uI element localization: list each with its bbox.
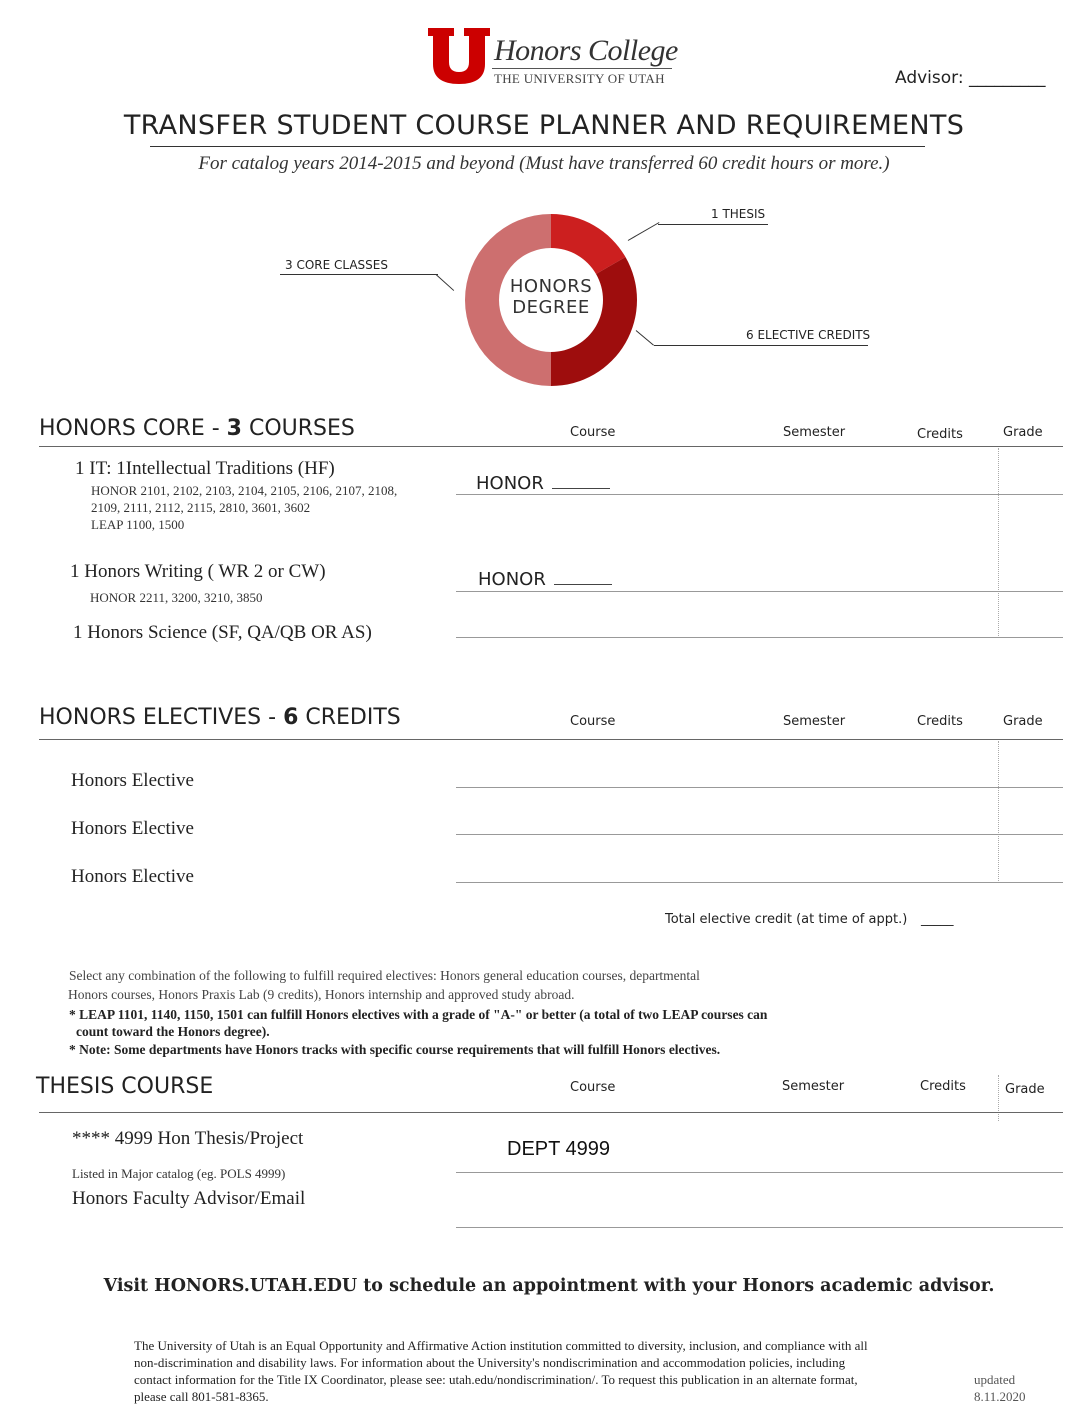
electives-col-credits: Credits [917,714,963,729]
chart-label-electives: 6 ELECTIVE CREDITS [746,328,871,342]
elective-row-2-rule[interactable] [456,834,1063,835]
leap-note-2: count toward the Honors degree). [76,1024,270,1039]
eeo-statement [134,1337,954,1405]
core-col-course: Course [570,425,616,440]
core-course-input-2[interactable] [478,569,612,590]
university-u-logo-icon [428,28,490,84]
elective-item-1: Honors Elective [71,770,194,791]
page-subtitle: For catalog years 2014-2015 and beyond (Must have transferred 60 credit hours or more.) [198,153,890,174]
electives-col-grade: Grade [1003,714,1043,729]
thesis-item-label: **** 4999 Hon Thesis/Project [72,1128,304,1149]
core-grade-divider [998,448,999,638]
total-elective-credit-label: Total elective credit (at time of appt.) [665,912,908,927]
thesis-header-rule [39,1112,1063,1113]
core-row-1-rule [456,494,1063,495]
advisor-field: Advisor: _________ [895,68,1046,88]
core-col-credits: Credits [917,427,963,442]
course-number-blank[interactable] [552,475,610,489]
core-item-honors-science: 1 Honors Science (SF, QA/QB OR AS) [73,622,372,643]
elective-item-2: Honors Elective [71,818,194,839]
core-item-1-detail-3: LEAP 1100, 1500 [91,517,185,532]
core-item-intellectual-traditions: 1 IT: 1Intellectual Traditions (HF) [75,458,335,479]
core-header-rule [39,446,1063,447]
electives-note-1: Select any combination of the following to fulfill required electives: Honors general education courses, departmental [69,968,700,983]
logo-title: Honors College [494,34,678,67]
honors-college-logo [428,28,678,90]
thesis-row-2-rule[interactable] [456,1227,1063,1228]
course-prefix: HONOR [478,569,546,590]
updated-value: 8.11.2020 [974,1389,1026,1404]
title-divider [150,146,925,147]
core-course-input-1[interactable] [476,473,610,494]
eeo-line-2: non-discrimination and disability laws. For information about the University's nondiscrimination and accommodation policies, including [134,1355,846,1370]
chart-label-core: 3 CORE CLASSES [285,258,388,272]
visit-honors-message: Visit HONORS.UTAH.EDU to schedule an appointment with your Honors academic advisor. [103,1276,995,1296]
leader-line-thesis [658,224,768,225]
core-item-honors-writing: 1 Honors Writing ( WR 2 or CW) [70,561,326,582]
donut-center-line-1: HONORS [509,276,593,297]
logo-divider [492,68,672,69]
total-elective-credit-blank[interactable]: _____ [921,912,954,927]
electives-col-course: Course [570,714,616,729]
electives-section-title: HONORS ELECTIVES - 6 CREDITS [39,705,401,730]
chart-label-thesis: 1 THESIS [711,207,766,221]
eeo-line-4: please call 801-581-8365. [134,1389,269,1404]
core-section-title: HONORS CORE - 3 COURSES [39,416,355,441]
thesis-col-semester: Semester [782,1079,845,1094]
core-item-1-detail-1: HONOR 2101, 2102, 2103, 2104, 2105, 2106, 2107, 2108, [91,483,398,498]
eeo-line-1: The University of Utah is an Equal Opportunity and Affirmative Action institution committed to diversity, inclusion, and compliance with all [134,1338,868,1353]
logo-subtitle: THE UNIVERSITY OF UTAH [494,71,665,86]
thesis-col-credits: Credits [920,1079,966,1094]
donut-center-line-2: DEGREE [512,297,590,318]
thesis-advisor-label: Honors Faculty Advisor/Email [72,1188,306,1209]
course-number-blank[interactable] [554,571,612,585]
thesis-section-title: THESIS COURSE [36,1074,214,1099]
thesis-course-value[interactable]: DEPT 4999 [507,1138,611,1160]
core-item-1-detail-2: 2109, 2111, 2112, 2115, 2810, 3601, 3602 [91,500,311,515]
thesis-item-detail: Listed in Major catalog (eg. POLS 4999) [72,1166,286,1181]
core-col-grade: Grade [1003,425,1043,440]
departments-note: * Note: Some departments have Honors tracks with specific course requirements that will fulfill Honors electives. [69,1042,721,1057]
page-title: TRANSFER STUDENT COURSE PLANNER AND REQUIREMENTS [123,110,965,141]
thesis-col-grade: Grade [1005,1082,1045,1097]
core-item-2-detail-1: HONOR 2211, 3200, 3210, 3850 [90,590,263,605]
electives-col-semester: Semester [783,714,846,729]
elective-row-1-rule[interactable] [456,787,1063,788]
leader-line-electives [654,345,868,346]
elective-item-3: Honors Elective [71,866,194,887]
leader-line-core-diag [436,274,455,291]
elective-row-3-rule[interactable] [456,882,1063,883]
thesis-col-course: Course [570,1080,616,1095]
core-row-2-rule [456,591,1063,592]
thesis-row-1-rule [456,1172,1063,1173]
leap-note-1: * LEAP 1101, 1140, 1150, 1501 can fulfill Honors electives with a grade of "A-" or better (a total of two LEAP courses can [69,1007,768,1022]
electives-grade-divider [998,741,999,881]
eeo-line-3: contact information for the Title IX Coordinator, please see: utah.edu/nondiscrimination/. To request this publication in an alternate format, [134,1372,858,1387]
course-prefix: HONOR [476,473,544,494]
updated-date [974,1371,1026,1405]
leader-line-core [280,274,438,275]
core-row-3-rule[interactable] [456,637,1063,638]
electives-note-2: Honors courses, Honors Praxis Lab (9 credits), Honors internship and approved study abroad. [68,987,575,1002]
thesis-grade-divider [998,1075,999,1121]
electives-header-rule [39,739,1063,740]
updated-label: updated [974,1372,1016,1387]
donut-center-label [463,276,639,318]
core-col-semester: Semester [783,425,846,440]
